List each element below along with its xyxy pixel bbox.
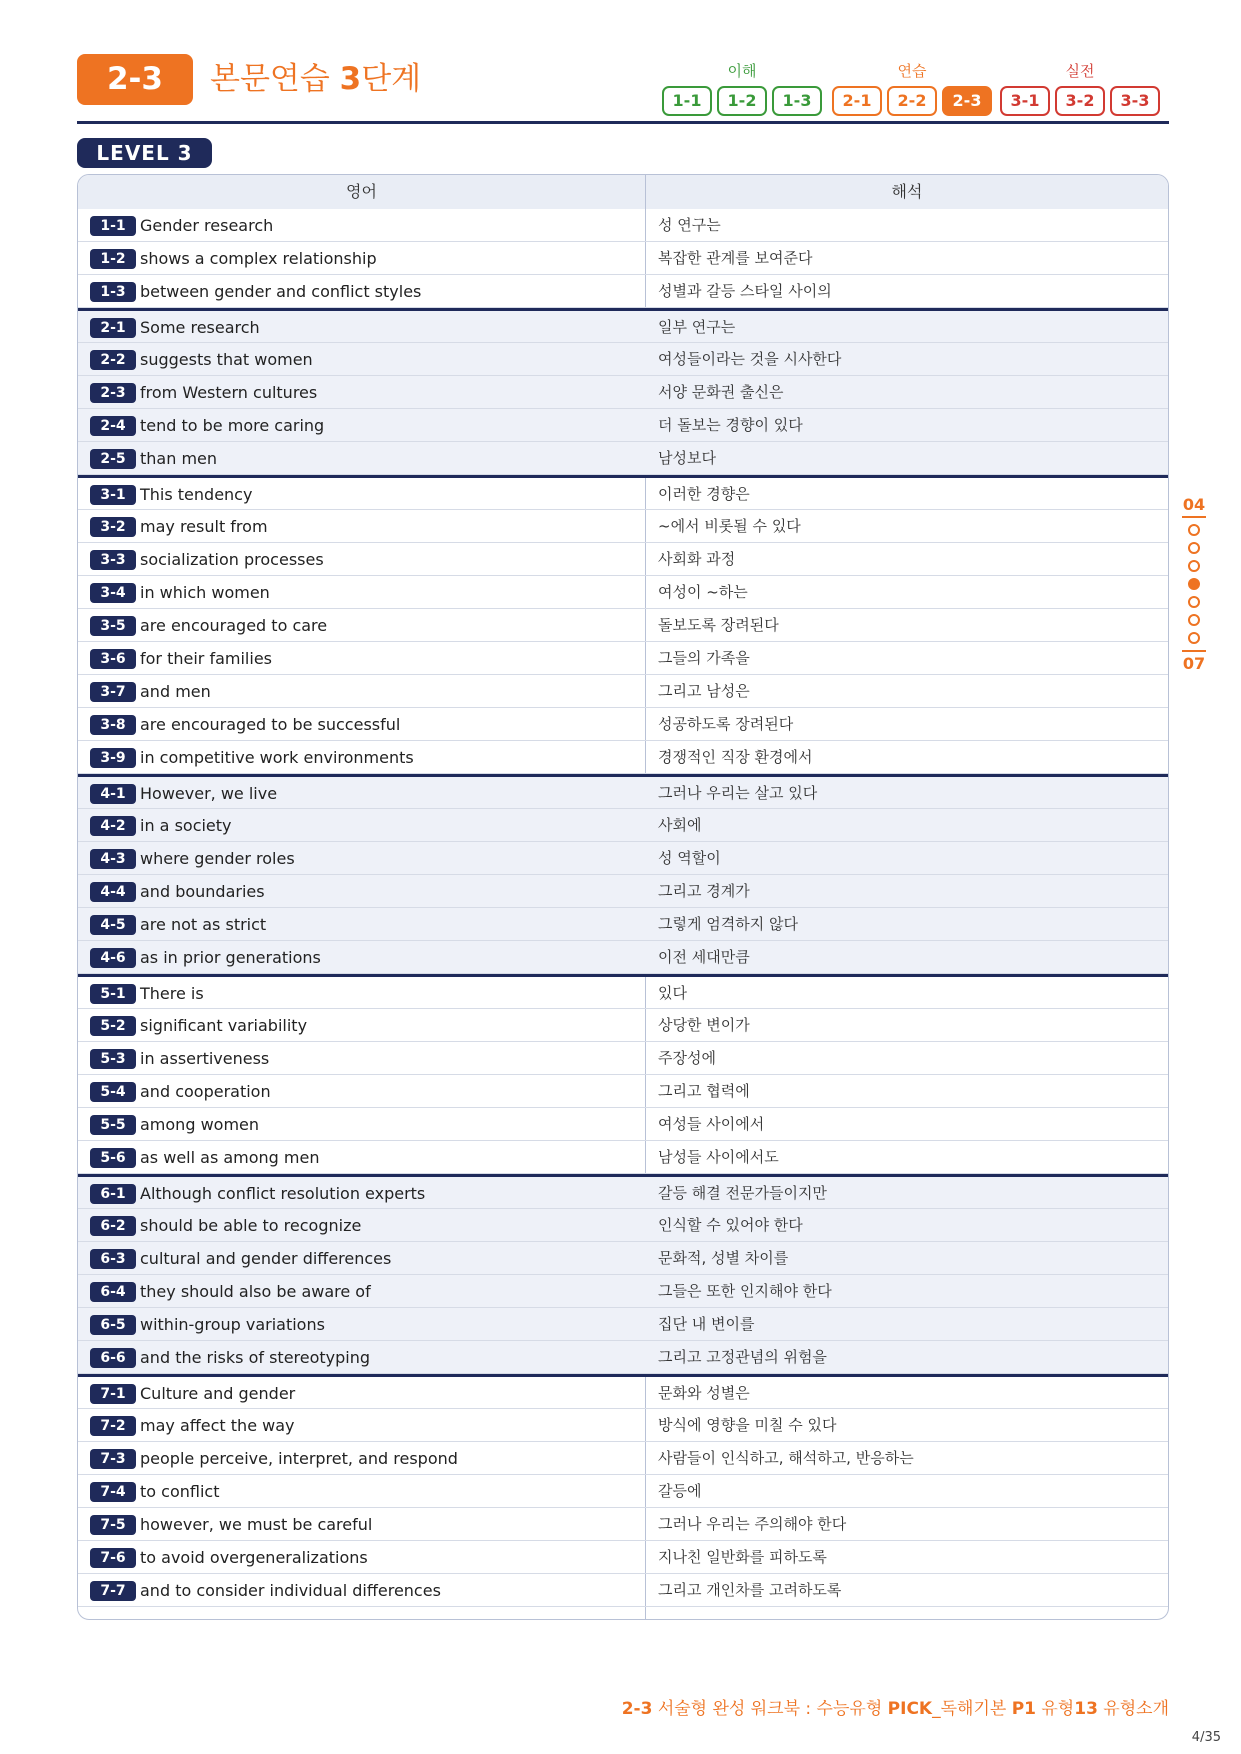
table-row	[78, 376, 1168, 409]
table-row	[78, 475, 1168, 510]
english-text: than men	[140, 449, 218, 468]
nav-group-label: 실전	[1065, 62, 1095, 80]
line-number-badge: 3-7	[90, 682, 136, 702]
korean-translation: 더 돌보는 경향이 있다	[658, 416, 803, 434]
english-text: and to consider individual differences	[140, 1581, 441, 1600]
footer-text2: _독해기본	[932, 1699, 1012, 1719]
english-text: to avoid overgeneralizations	[140, 1548, 368, 1567]
table-row	[78, 209, 1168, 242]
nav-button-2-1[interactable]: 2-1	[832, 86, 882, 116]
line-number-badge: 2-3	[90, 383, 136, 403]
progress-dot	[1188, 542, 1200, 554]
progress-rule-bottom	[1182, 650, 1206, 652]
korean-translation: 서양 문화권 출신은	[658, 383, 784, 401]
korean-translation: 그들은 또한 인지해야 한다	[658, 1282, 832, 1300]
table-row	[78, 609, 1168, 642]
line-number-badge: 7-6	[90, 1548, 136, 1568]
line-number-badge: 5-1	[90, 984, 136, 1004]
english-text: cultural and gender differences	[140, 1249, 392, 1268]
footer-num: 13	[1074, 1699, 1098, 1719]
line-number-badge: 4-1	[90, 784, 136, 804]
header-korean: 해석	[891, 182, 923, 201]
table-row	[78, 1108, 1168, 1141]
line-number-badge: 6-5	[90, 1315, 136, 1335]
english-text: people perceive, interpret, and respond	[140, 1449, 458, 1468]
line-number-badge: 2-1	[90, 318, 136, 338]
korean-translation: 지나친 일반화를 피하도록	[658, 1548, 827, 1566]
line-number-badge: 4-3	[90, 849, 136, 869]
table-row	[78, 974, 1168, 1009]
english-text: Although conflict resolution experts	[140, 1184, 426, 1203]
table-row	[78, 543, 1168, 576]
progress-dot	[1188, 632, 1200, 644]
english-text: to conflict	[140, 1482, 220, 1501]
table-row	[78, 1409, 1168, 1442]
korean-translation: 남성보다	[658, 449, 716, 467]
line-number-badge: 4-5	[90, 915, 136, 935]
table-row	[78, 741, 1168, 774]
korean-translation: 갈등 해결 전문가들이지만	[658, 1184, 827, 1202]
english-text: significant variability	[140, 1016, 308, 1035]
line-number-badge: 2-4	[90, 416, 136, 436]
title-suffix: 단계	[361, 61, 422, 97]
table-row	[78, 1174, 1168, 1209]
footer-text4: 유형소개	[1097, 1699, 1169, 1719]
line-number-badge: 4-2	[90, 816, 136, 836]
line-number-badge: 1-3	[90, 282, 136, 302]
line-number-badge: 5-3	[90, 1049, 136, 1069]
english-text: in competitive work environments	[140, 748, 414, 767]
line-number-badge: 6-1	[90, 1184, 136, 1204]
korean-translation: 방식에 영향을 미칠 수 있다	[658, 1416, 837, 1434]
line-number-badge: 5-5	[90, 1115, 136, 1135]
title-prefix: 본문연습	[210, 61, 340, 97]
nav-button-1-2[interactable]: 1-2	[717, 86, 767, 116]
progress-dot	[1188, 560, 1200, 572]
table-row	[78, 708, 1168, 741]
line-number-badge: 3-4	[90, 583, 136, 603]
table-row	[78, 576, 1168, 609]
korean-translation: 복잡한 관계를 보여준다	[658, 249, 813, 267]
korean-translation: 남성들 사이에서도	[658, 1148, 779, 1166]
line-number-badge: 1-2	[90, 249, 136, 269]
english-text: shows a complex relationship	[140, 249, 377, 268]
line-number-badge: 5-4	[90, 1082, 136, 1102]
progress-end: 07	[1182, 654, 1206, 673]
progress-dot-current	[1188, 578, 1200, 590]
english-text: Some research	[140, 318, 260, 337]
table-row	[78, 908, 1168, 941]
english-text: in which women	[140, 583, 270, 602]
english-text: There is	[140, 984, 204, 1003]
line-number-badge: 3-1	[90, 485, 136, 505]
line-number-badge: 3-9	[90, 748, 136, 768]
table-row	[78, 409, 1168, 442]
english-text: and men	[140, 682, 211, 701]
english-text: and boundaries	[140, 882, 265, 901]
korean-translation: 그리고 고정관념의 위험을	[658, 1348, 827, 1366]
line-number-badge: 7-4	[90, 1482, 136, 1502]
english-text: may result from	[140, 517, 268, 536]
table-row	[78, 1141, 1168, 1174]
progress-indicator	[1181, 495, 1207, 673]
english-text: Culture and gender	[140, 1384, 296, 1403]
english-text: However, we live	[140, 784, 278, 803]
korean-translation: 사람들이 인식하고, 해석하고, 반응하는	[658, 1449, 914, 1467]
line-number-badge: 6-4	[90, 1282, 136, 1302]
progress-rule-top	[1182, 516, 1206, 518]
header-english: 영어	[346, 182, 377, 201]
korean-translation: ~에서 비롯될 수 있다	[658, 517, 801, 535]
progress-start: 04	[1182, 495, 1206, 514]
english-text: may affect the way	[140, 1416, 295, 1435]
english-text: are encouraged to care	[140, 616, 328, 635]
table-row	[78, 875, 1168, 908]
table-row	[78, 275, 1168, 308]
korean-translation: 갈등에	[658, 1482, 702, 1500]
nav-button-1-1[interactable]: 1-1	[662, 86, 712, 116]
korean-translation: 성공하도록 장려된다	[658, 715, 794, 733]
table-row	[78, 1308, 1168, 1341]
table-row	[78, 1541, 1168, 1574]
english-text: between gender and conflict styles	[140, 282, 422, 301]
line-number-badge: 3-5	[90, 616, 136, 636]
footer-code: 2-3	[621, 1699, 653, 1719]
korean-translation: 그리고 협력에	[658, 1082, 750, 1100]
line-number-badge: 7-7	[90, 1581, 136, 1601]
progress-dot	[1188, 614, 1200, 626]
english-text: as in prior generations	[140, 948, 321, 967]
nav-button-3-3[interactable]: 3-3	[1110, 86, 1160, 116]
footer-p1: P1	[1011, 1699, 1036, 1719]
progress-dot	[1188, 524, 1200, 536]
table-row	[78, 510, 1168, 543]
english-text: and cooperation	[140, 1082, 271, 1101]
korean-translation: 경쟁적인 직장 환경에서	[658, 748, 813, 766]
english-text: within-group variations	[140, 1315, 325, 1334]
table-row	[78, 1574, 1168, 1607]
table-row	[78, 1209, 1168, 1242]
line-number-badge: 5-6	[90, 1148, 136, 1168]
english-text: suggests that women	[140, 350, 313, 369]
korean-translation: 이러한 경향은	[658, 485, 750, 503]
footer-title	[622, 1694, 1169, 1719]
english-text: socialization processes	[140, 550, 324, 569]
table-row	[78, 1341, 1168, 1374]
nav-button-3-1[interactable]: 3-1	[1000, 86, 1050, 116]
english-text: from Western cultures	[140, 383, 318, 402]
nav-button-2-3[interactable]: 2-3	[942, 86, 992, 116]
table-row	[78, 343, 1168, 376]
korean-translation: 집단 내 변이를	[658, 1315, 755, 1333]
korean-translation: 일부 연구는	[658, 318, 736, 336]
table-row	[78, 1242, 1168, 1275]
korean-translation: 그들의 가족을	[658, 649, 750, 667]
line-number-badge: 6-3	[90, 1249, 136, 1269]
line-number-badge: 7-5	[90, 1515, 136, 1535]
korean-translation: 여성들 사이에서	[658, 1115, 765, 1133]
korean-translation: 그리고 개인차를 고려하도록	[658, 1581, 842, 1599]
english-text: Gender research	[140, 216, 274, 235]
english-text: where gender roles	[140, 849, 295, 868]
line-number-badge: 4-4	[90, 882, 136, 902]
progress-dot	[1188, 596, 1200, 608]
line-number-badge: 2-2	[90, 350, 136, 370]
english-text: however, we must be careful	[140, 1515, 373, 1534]
line-number-badge: 7-2	[90, 1416, 136, 1436]
table-row	[78, 242, 1168, 275]
english-text: tend to be more caring	[140, 416, 325, 435]
english-text: are not as strict	[140, 915, 267, 934]
table-row	[78, 1042, 1168, 1075]
footer-text3: 유형	[1035, 1699, 1075, 1719]
english-text: This tendency	[140, 485, 253, 504]
line-number-badge: 6-6	[90, 1348, 136, 1368]
table-row	[78, 842, 1168, 875]
level-badge: LEVEL 3	[77, 138, 212, 168]
step-navigation	[0, 60, 1241, 120]
english-text: in a society	[140, 816, 232, 835]
english-text: are encouraged to be successful	[140, 715, 401, 734]
line-number-badge: 6-2	[90, 1216, 136, 1236]
korean-translation: 성 연구는	[658, 216, 721, 234]
english-text: they should also be aware of	[140, 1282, 371, 1301]
line-number-badge: 7-3	[90, 1449, 136, 1469]
korean-translation: 인식할 수 있어야 한다	[658, 1216, 803, 1234]
korean-translation: 성별과 갈등 스타일 사이의	[658, 282, 832, 300]
line-number-badge: 7-1	[90, 1384, 136, 1404]
english-text: as well as among men	[140, 1148, 320, 1167]
progress-dots	[1181, 524, 1207, 644]
korean-translation: 그리고 남성은	[658, 682, 750, 700]
table-row	[78, 308, 1168, 343]
korean-translation: 여성이 ~하는	[658, 583, 748, 601]
table-row	[78, 1508, 1168, 1541]
line-number-badge: 3-8	[90, 715, 136, 735]
nav-group-label: 연습	[897, 62, 927, 80]
korean-translation: 그러나 우리는 주의해야 한다	[658, 1515, 847, 1533]
table-row	[78, 642, 1168, 675]
table-row	[78, 1075, 1168, 1108]
english-text: among women	[140, 1115, 260, 1134]
nav-button-1-3[interactable]: 1-3	[772, 86, 822, 116]
korean-translation: 있다	[658, 984, 687, 1002]
translation-table	[77, 174, 1169, 1620]
line-number-badge: 2-5	[90, 449, 136, 469]
line-number-badge: 1-1	[90, 216, 136, 236]
footer-text: 서술형 완성 워크북 : 수능유형	[652, 1699, 888, 1719]
korean-translation: 사회화 과정	[658, 550, 736, 568]
table-row	[78, 941, 1168, 974]
table-row	[78, 442, 1168, 475]
page-number: 4/35	[1191, 1730, 1221, 1745]
footer-pick: PICK	[887, 1699, 933, 1719]
nav-button-3-2[interactable]: 3-2	[1055, 86, 1105, 116]
table-row	[78, 1442, 1168, 1475]
korean-translation: 돌보도록 장려된다	[658, 616, 779, 634]
table-row	[78, 809, 1168, 842]
table-row	[78, 1009, 1168, 1042]
korean-translation: 성 역할이	[658, 849, 721, 867]
line-number-badge: 3-6	[90, 649, 136, 669]
table-row	[78, 1374, 1168, 1409]
english-text: in assertiveness	[140, 1049, 270, 1068]
korean-translation: 여성들이라는 것을 시사한다	[658, 350, 842, 368]
line-number-badge: 3-3	[90, 550, 136, 570]
line-number-badge: 5-2	[90, 1016, 136, 1036]
korean-translation: 주장성에	[658, 1049, 716, 1067]
korean-translation: 그리고 경계가	[658, 882, 750, 900]
line-number-badge: 4-6	[90, 948, 136, 968]
korean-translation: 문화적, 성별 차이를	[658, 1249, 789, 1267]
header-divider	[77, 121, 1169, 124]
table-header	[78, 175, 1168, 209]
nav-button-2-2[interactable]: 2-2	[887, 86, 937, 116]
title-bold: 3	[339, 61, 362, 97]
table-row	[78, 774, 1168, 809]
english-text: for their families	[140, 649, 272, 668]
nav-group-label: 이해	[727, 62, 757, 80]
table-row	[78, 1275, 1168, 1308]
korean-translation: 이전 세대만큼	[658, 948, 750, 966]
korean-translation: 사회에	[658, 816, 702, 834]
english-text: should be able to recognize	[140, 1216, 362, 1235]
english-text: and the risks of stereotyping	[140, 1348, 371, 1367]
section-badge: 2-3	[77, 54, 193, 105]
line-number-badge: 3-2	[90, 517, 136, 537]
korean-translation: 그렇게 엄격하지 않다	[658, 915, 798, 933]
korean-translation: 상당한 변이가	[658, 1016, 750, 1034]
table-row	[78, 1475, 1168, 1508]
table-row	[78, 675, 1168, 708]
korean-translation: 그러나 우리는 살고 있다	[658, 784, 818, 802]
korean-translation: 문화와 성별은	[658, 1384, 750, 1402]
